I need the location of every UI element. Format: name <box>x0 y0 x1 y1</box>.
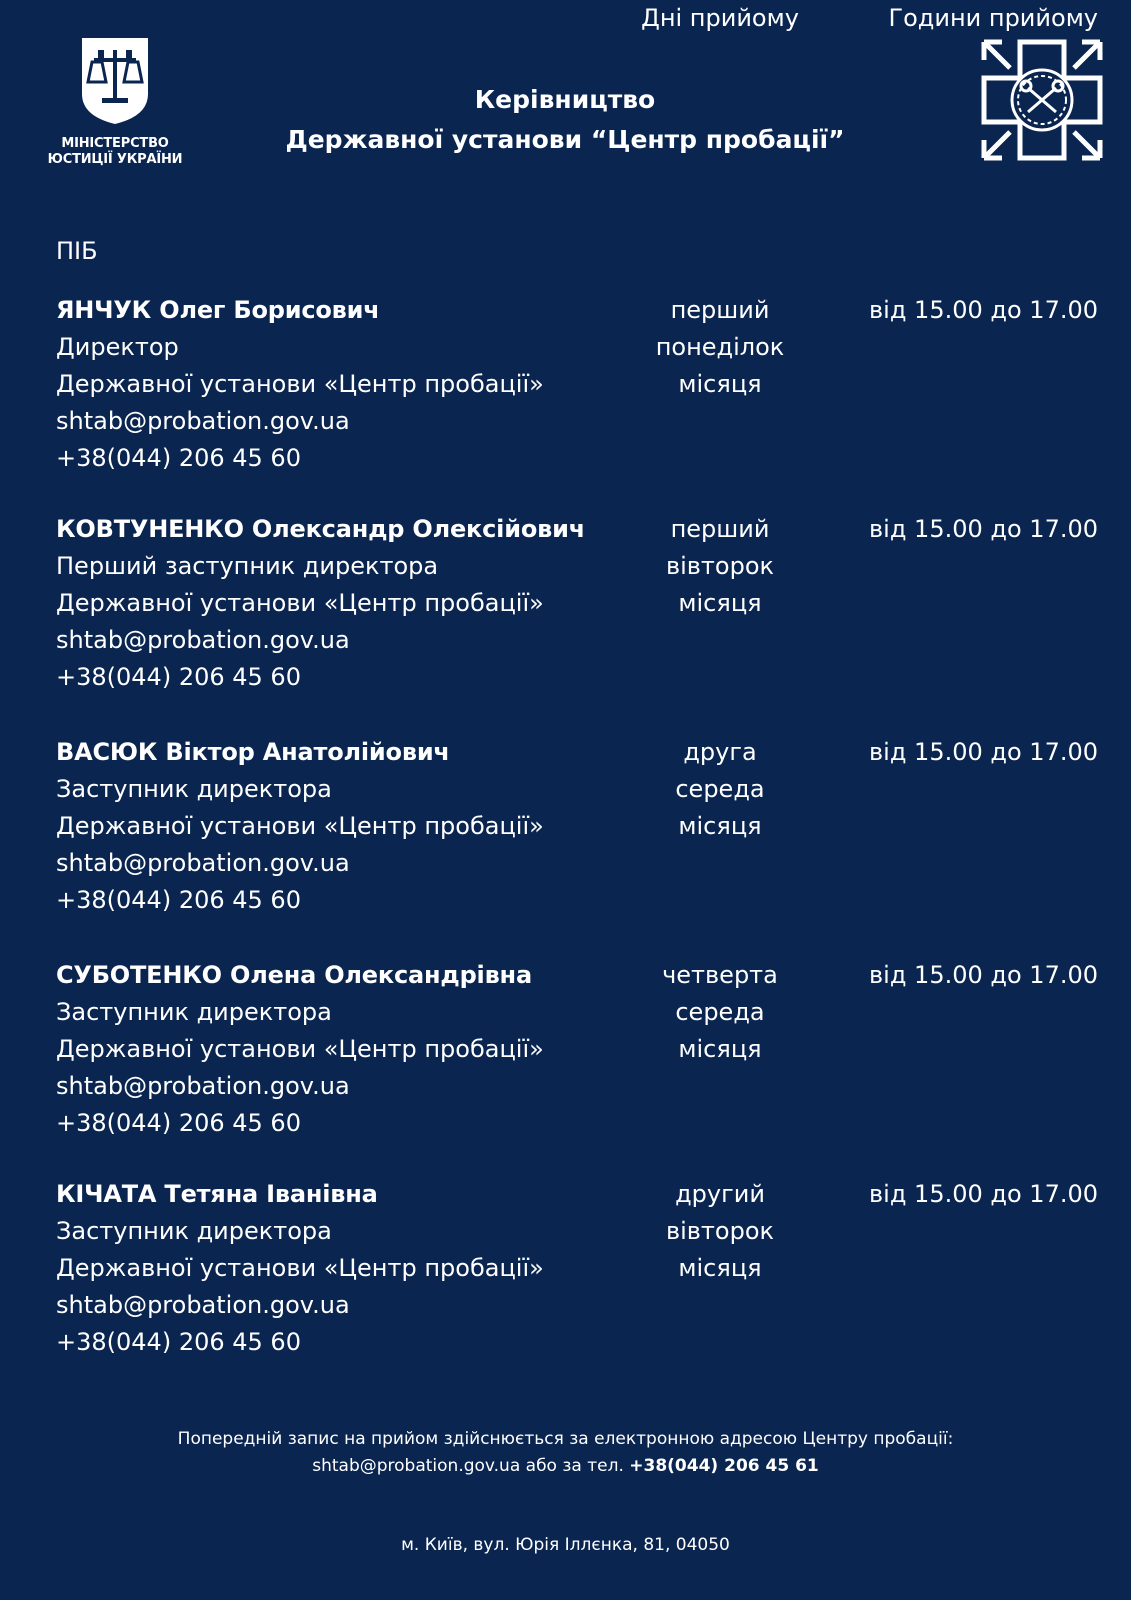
leader-position: Заступник директора <box>56 775 332 803</box>
column-header-name: ПІБ <box>56 237 98 265</box>
leader-info <box>56 957 636 1142</box>
leader-name: КІЧАТА Тетяна Іванівна <box>56 1180 378 1208</box>
reception-days-line: другий <box>675 1180 765 1208</box>
leader-phone: +38(044) 206 45 60 <box>56 663 301 691</box>
reception-days <box>620 292 820 403</box>
footer-note-email-text: shtab@probation.gov.ua або за тел. <box>312 1456 630 1476</box>
leader-info <box>56 511 636 696</box>
reception-days <box>620 511 820 622</box>
ministry-caption-line1: МІНІСТЕРСТВО <box>61 136 169 151</box>
reception-days-line: місяця <box>678 1035 762 1063</box>
reception-hours: від 15.00 до 17.00 <box>869 515 1098 543</box>
leader-position: Директор <box>56 333 179 361</box>
page-title-line2: Державної установи “Центр пробації” <box>285 125 845 154</box>
page-title-line1: Керівництво <box>474 85 656 114</box>
leader-phone: +38(044) 206 45 60 <box>56 886 301 914</box>
reception-hours: від 15.00 до 17.00 <box>869 738 1098 766</box>
leader-row <box>0 734 1131 934</box>
leader-name: ВАСЮК Віктор Анатолійович <box>56 738 450 766</box>
reception-days-line: місяця <box>678 370 762 398</box>
reception-hours: від 15.00 до 17.00 <box>869 1180 1098 1208</box>
leader-email: shtab@probation.gov.ua <box>56 1291 350 1319</box>
reception-days-line: перший <box>670 296 770 324</box>
column-header-days: Дні прийому <box>641 4 799 32</box>
leader-position: Перший заступник директора <box>56 552 439 580</box>
reception-days-line: перший <box>670 515 770 543</box>
leader-phone: +38(044) 206 45 60 <box>56 1109 301 1137</box>
leader-organization: Державної установи «Центр пробації» <box>56 812 544 840</box>
leader-position: Заступник директора <box>56 1217 332 1245</box>
leader-name: СУБОТЕНКО Олена Олександрівна <box>56 961 532 989</box>
leader-phone: +38(044) 206 45 60 <box>56 444 301 472</box>
leader-organization: Державної установи «Центр пробації» <box>56 1035 544 1063</box>
reception-hours: від 15.00 до 17.00 <box>869 296 1098 324</box>
leader-row <box>0 511 1131 711</box>
reception-hours: від 15.00 до 17.00 <box>869 961 1098 989</box>
reception-days-line: місяця <box>678 589 762 617</box>
leader-row <box>0 1176 1131 1376</box>
reception-days <box>620 734 820 845</box>
leader-email: shtab@probation.gov.ua <box>56 407 350 435</box>
leader-organization: Державної установи «Центр пробації» <box>56 589 544 617</box>
page-title <box>220 80 910 160</box>
leader-name: КОВТУНЕНКО Олександр Олексійович <box>56 515 585 543</box>
footer-note <box>60 1426 1071 1480</box>
footer-note-phone: +38(044) 206 45 61 <box>629 1456 819 1476</box>
address: м. Київ, вул. Юрія Іллєнка, 81, 04050 <box>401 1535 730 1555</box>
reception-days-line: місяця <box>678 812 762 840</box>
footer-note-line2 <box>60 1453 1071 1480</box>
reception-days-line: середа <box>675 775 765 803</box>
leader-organization: Державної установи «Центр пробації» <box>56 1254 544 1282</box>
leader-email: shtab@probation.gov.ua <box>56 849 350 877</box>
leader-position: Заступник директора <box>56 998 332 1026</box>
reception-days-line: друга <box>683 738 757 766</box>
reception-days-line: понеділок <box>655 333 785 361</box>
ministry-caption <box>40 136 190 168</box>
leader-info <box>56 734 636 919</box>
ministry-caption-line2: ЮСТИЦІЇ УКРАЇНИ <box>47 152 183 167</box>
ministry-shield-icon <box>80 36 150 126</box>
reception-days-line: середа <box>675 998 765 1026</box>
leader-row <box>0 957 1131 1157</box>
leader-email: shtab@probation.gov.ua <box>56 626 350 654</box>
leader-email: shtab@probation.gov.ua <box>56 1072 350 1100</box>
footer-note-line1: Попередній запис на прийом здійснюється за електронною адресою Центру пробації: <box>177 1429 954 1449</box>
leader-info <box>56 1176 636 1361</box>
reception-days-line: вівторок <box>665 552 775 580</box>
leader-phone: +38(044) 206 45 60 <box>56 1328 301 1356</box>
reception-days-line: вівторок <box>665 1217 775 1245</box>
column-header-hours: Години прийому <box>888 4 1098 32</box>
leader-row <box>0 292 1131 492</box>
leader-name: ЯНЧУК Олег Борисович <box>56 296 380 324</box>
leader-organization: Державної установи «Центр пробації» <box>56 370 544 398</box>
probation-emblem-icon <box>980 38 1104 162</box>
ministry-logo <box>40 36 190 168</box>
leader-info <box>56 292 636 477</box>
reception-days-line: місяця <box>678 1254 762 1282</box>
reception-days-line: четверта <box>662 961 778 989</box>
reception-days <box>620 957 820 1068</box>
reception-days <box>620 1176 820 1287</box>
